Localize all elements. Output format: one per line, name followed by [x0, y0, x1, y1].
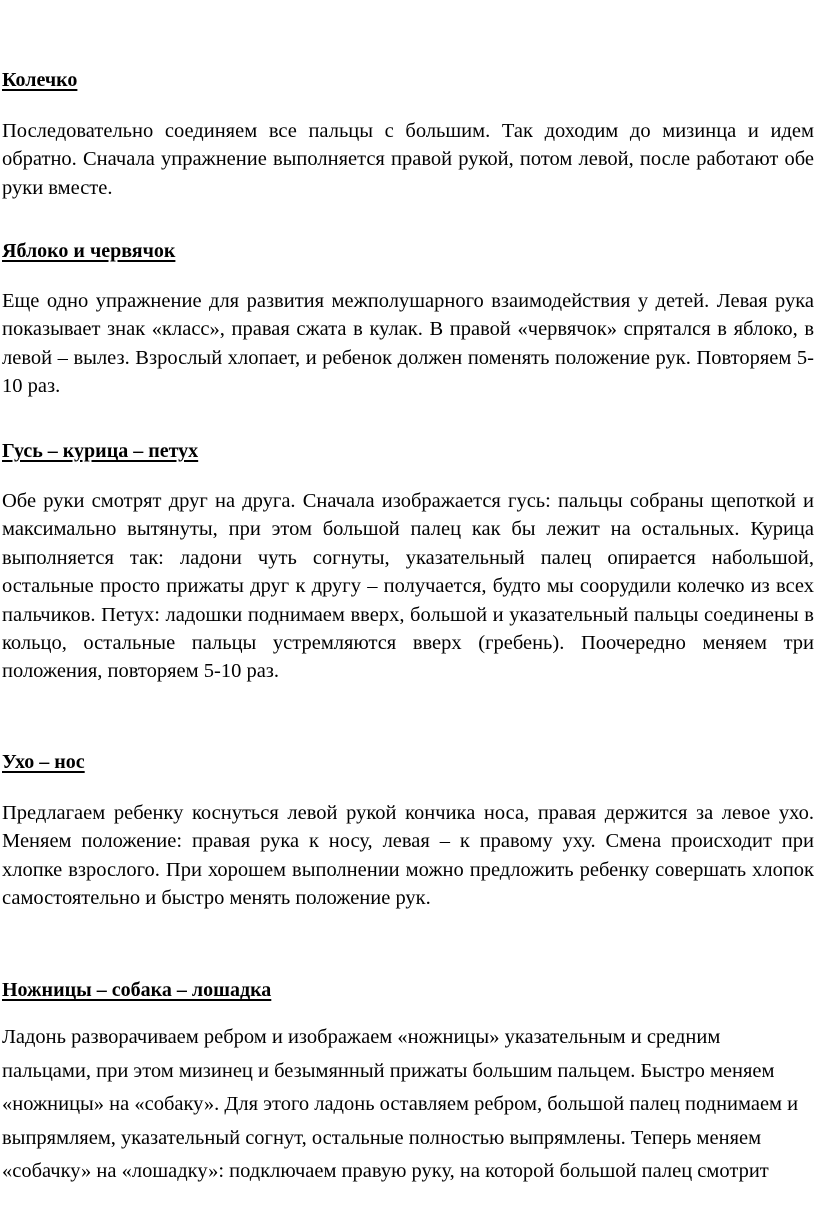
section-title: Колечко — [2, 69, 78, 91]
section-kolechko-body — [2, 117, 814, 202]
section-title: Яблоко и червячок — [2, 240, 176, 262]
section-yabloko-body — [2, 287, 814, 401]
section-kolechko — [2, 66, 814, 94]
section-gus-body — [2, 487, 814, 686]
section-text: Последовательно соединяем все пальцы с большим. Так доходим до мизинца и идем обратно. Сначала упражнение выполняется правой рукой, потом левой, после работают обе руки вместе. — [2, 120, 814, 199]
section-text: Ладонь разворачиваем ребром и изображаем «ножницы» указательным и средним пальцами, при этом мизинец и безымянный прижаты большим пальцем. Быстро меняем «ножницы» на «собаку». Для этого ладонь оставляем ребром, большой палец поднимаем и выпрямляем, указательный согнут, остальные полностью выпрямлены. Теперь меняем «собачку» на «лошадку»: подключаем правую руку, на которой большой палец смотрит — [2, 1026, 799, 1182]
section-title: Ножницы – собака – лошадка — [2, 979, 272, 1001]
section-nozhnitsy — [2, 976, 814, 1004]
section-nozhnitsy-body — [2, 1021, 814, 1189]
section-text: Обе руки смотрят друг на друга. Сначала изображается гусь: пальцы собраны щепоткой и максимально вытянуты, при этом большой палец как бы лежит на остальных. Курица выполняется так: ладони чуть согнуты, указательный палец опирается набольшой, остальные просто прижаты друг к другу – получается, будто мы соорудили колечко из всех пальчиков. Петух: ладошки поднимаем вверх, большой и указательный пальцы соединены в кольцо, остальные пальцы устремляются вверх (гребень). Поочередно меняем три положения, повторяем 5-10 раз. — [2, 490, 814, 683]
section-ukho-nos-body — [2, 799, 814, 913]
section-title: Гусь – курица – петух — [2, 440, 199, 462]
section-gus — [2, 437, 814, 465]
section-text: Еще одно упражнение для развития межполушарного взаимодействия у детей. Левая рука показывает знак «класс», правая сжата в кулак. В правой «червячок» спрятался в яблоко, в левой – вылез. Взрослый хлопает, и ребенок должен поменять положение рук. Повторяем 5-10 раз. — [2, 290, 814, 398]
section-title: Ухо – нос — [2, 751, 85, 773]
section-text: Предлагаем ребенку коснуться левой рукой кончика носа, правая держится за левое ухо. Меняем положение: правая рука к носу, левая – к правому уху. Смена происходит при хлопке взрослого. При хорошем выполнении можно предложить ребенку совершать хлопок самостоятельно и быстро менять положение рук. — [2, 802, 814, 910]
section-yabloko — [2, 237, 814, 265]
section-ukho-nos — [2, 748, 814, 776]
